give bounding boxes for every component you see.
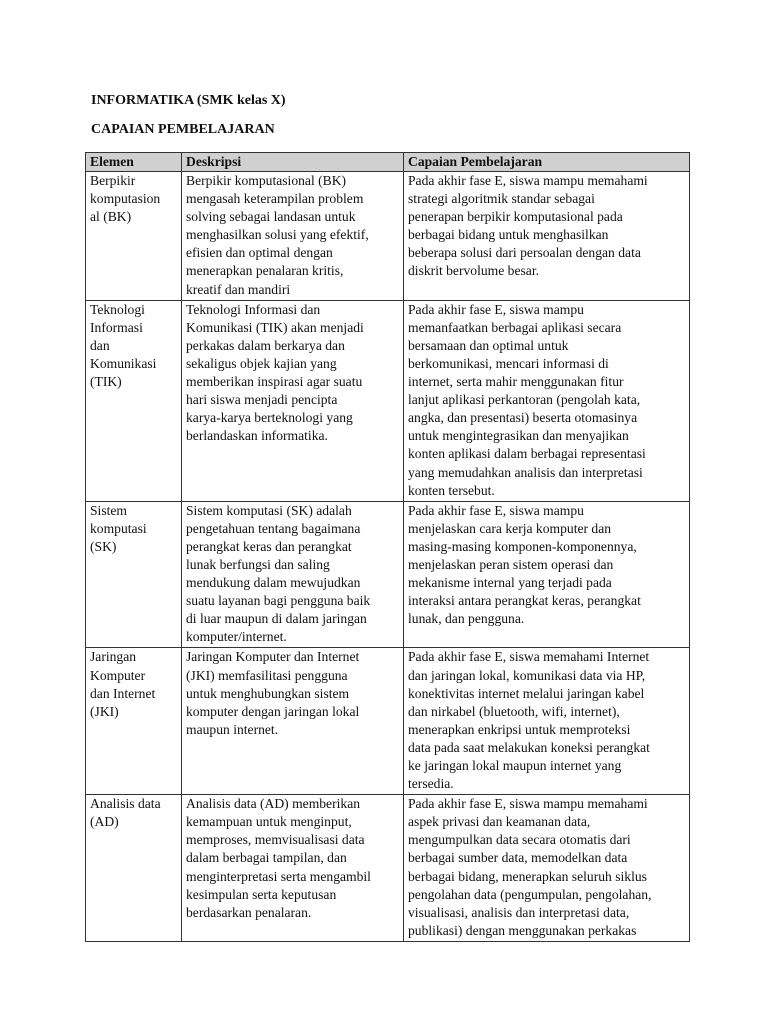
cell-line: memproses, memvisualisasi data	[186, 832, 365, 848]
cell-line: Teknologi Informasi dan	[186, 301, 321, 317]
cell-line: memanfaatkan berbagai aplikasi secara	[408, 319, 622, 335]
cell-line: maupun internet.	[186, 721, 279, 737]
cell-line: perkakas dalam berkarya dan	[186, 337, 345, 353]
cell-line: Sistem	[90, 502, 128, 518]
cell-line: kreatif dan mandiri	[186, 281, 291, 297]
cell-line: beberapa solusi dari persoalan dengan data	[408, 245, 641, 261]
cell-deskripsi	[182, 648, 404, 795]
cell-line: ke jaringan lokal maupun internet yang	[408, 758, 622, 773]
cell-capaian	[404, 172, 690, 301]
cell-line: Pada akhir fase E, siswa mampu	[408, 502, 584, 518]
cell-line: yang memudahkan analisis dan interpretasi	[408, 464, 643, 480]
cell-line: berbagai sumber data, memodelkan data	[408, 850, 628, 866]
table-row	[86, 795, 690, 942]
cell-line: (JKI)	[90, 703, 119, 719]
cell-line: untuk menghubungkan sistem	[186, 685, 350, 701]
cell-capaian	[404, 795, 690, 942]
header-elemen: Elemen	[86, 153, 182, 172]
cell-line: berkomunikasi, mencari informasi di	[408, 355, 609, 371]
cell-line: menginterpretasi serta mengambil	[186, 868, 371, 884]
cell-line: Berpikir komputasional (BK)	[186, 173, 347, 188]
cell-line: menerapkan penalaran kritis,	[186, 263, 344, 279]
cell-line: data pada saat melakukan koneksi perangkat	[408, 739, 650, 755]
cell-line: berlandaskan informatika.	[186, 428, 328, 444]
cell-line: di luar maupun di dalam jaringan	[186, 611, 367, 627]
header-capaian: Capaian Pembelajaran	[404, 153, 690, 172]
cell-line: tersedia.	[408, 776, 454, 792]
cell-line: pengolahan data (pengumpulan, pengolahan,	[408, 886, 652, 902]
cell-line: Analisis data	[90, 796, 161, 812]
cell-line: perangkat keras dan perangkat	[186, 538, 352, 554]
cell-line: lunak berfungsi dan saling	[186, 556, 330, 572]
cell-line: Komputer	[90, 667, 146, 683]
cell-line: dan	[90, 337, 110, 353]
cell-line: Komunikasi	[90, 355, 157, 371]
cell-line: dan nirkabel (bluetooth, wifi, internet),	[408, 703, 620, 719]
cell-line: mendukung dalam mewujudkan	[186, 575, 361, 591]
cell-line: (SK)	[90, 538, 117, 554]
header-deskripsi: Deskripsi	[182, 153, 404, 172]
cell-line: suatu layanan bagi pengguna baik	[186, 593, 371, 609]
cell-line: kemampuan untuk menginput,	[186, 814, 352, 830]
cell-line: (TIK)	[90, 374, 122, 390]
cell-line: Jaringan Komputer dan Internet	[186, 649, 360, 665]
cell-line: interaksi antara perangkat keras, perangkat	[408, 593, 641, 609]
cell-deskripsi	[182, 300, 404, 501]
table-row	[86, 648, 690, 795]
cell-line: publikasi) dengan menggunakan perkakas	[408, 922, 637, 938]
table-row	[86, 501, 690, 648]
cell-line: mengumpulkan data secara otomatis dari	[408, 832, 631, 848]
cell-line: strategi algoritmik standar sebagai	[408, 191, 595, 207]
cell-capaian	[404, 501, 690, 648]
cell-line: Pada akhir fase E, siswa mampu memahami	[408, 173, 648, 188]
cell-line: mengasah keterampilan problem	[186, 191, 364, 207]
cell-line: mekanisme internal yang terjadi pada	[408, 575, 612, 591]
cell-line: bersamaan dan optimal untuk	[408, 337, 569, 353]
cell-line: menghasilkan solusi yang efektif,	[186, 227, 369, 243]
cell-line: internet, serta mahir menggunakan fitur	[408, 374, 624, 390]
cell-line: dan Internet	[90, 685, 156, 701]
cell-line: menjelaskan peran sistem operasi dan	[408, 556, 614, 572]
cell-line: Pada akhir fase E, siswa memahami Internet	[408, 649, 650, 665]
cell-line: berbagai bidang, menerapkan seluruh siklus	[408, 868, 647, 884]
cell-line: Informasi	[90, 319, 143, 335]
cell-line: pengetahuan tentang bagaimana	[186, 520, 361, 536]
cell-elemen	[86, 501, 182, 648]
cell-line: komputer/internet.	[186, 629, 287, 645]
cell-line: diskrit bervolume besar.	[408, 263, 539, 279]
cell-line: masing-masing komponen-komponennya,	[408, 538, 637, 554]
cell-line: memberikan inspirasi agar suatu	[186, 374, 363, 390]
section-title: CAPAIAN PEMBELAJARAN	[91, 122, 275, 137]
cell-capaian	[404, 300, 690, 501]
cell-line: Pada akhir fase E, siswa mampu	[408, 301, 584, 317]
table-row	[86, 300, 690, 501]
cell-line: komputasi	[90, 520, 147, 536]
cell-line: (JKI) memfasilitasi pengguna	[186, 667, 348, 683]
cell-capaian	[404, 648, 690, 795]
cell-line: Sistem komputasi (SK) adalah	[186, 502, 352, 518]
table-header-row	[86, 153, 690, 172]
cell-line: Analisis data (AD) memberikan	[186, 796, 361, 812]
cell-line: berbagai bidang untuk menghasilkan	[408, 227, 609, 243]
cell-line: menjelaskan cara kerja komputer dan	[408, 520, 612, 536]
cell-line: komputasion	[90, 191, 161, 207]
cell-line: lanjut aplikasi perkantoran (pengolah kata,	[408, 392, 641, 408]
cell-elemen	[86, 172, 182, 301]
cell-elemen	[86, 795, 182, 942]
cell-line: kesimpulan serta keputusan	[186, 886, 337, 902]
cell-line: Jaringan	[90, 649, 137, 665]
cell-line: konektivitas internet melalui jaringan kabel	[408, 685, 645, 701]
cell-deskripsi	[182, 501, 404, 648]
cell-line: Pada akhir fase E, siswa mampu memahami	[408, 796, 648, 812]
cell-line: efisien dan optimal dengan	[186, 245, 333, 261]
cell-line: komputer dengan jaringan lokal	[186, 703, 360, 719]
cell-line: al (BK)	[90, 209, 132, 225]
cell-line: konten aplikasi dalam berbagai representasi	[408, 446, 646, 462]
cell-elemen	[86, 300, 182, 501]
cell-line: Teknologi	[90, 301, 145, 317]
cell-elemen	[86, 648, 182, 795]
cell-line: untuk mengintegrasikan dan menyajikan	[408, 428, 629, 444]
cell-line: solving sebagai landasan untuk	[186, 209, 356, 225]
cell-line: berdasarkan penalaran.	[186, 904, 312, 920]
cell-deskripsi	[182, 172, 404, 301]
cell-line: hari siswa menjadi pencipta	[186, 392, 338, 408]
cell-line: dalam berbagai tampilan, dan	[186, 850, 347, 866]
cell-line: (AD)	[90, 814, 119, 830]
cell-line: Komunikasi (TIK) akan menjadi	[186, 319, 364, 335]
table-row	[86, 172, 690, 301]
cell-line: karya-karya berteknologi yang	[186, 410, 353, 426]
cell-line: menerapkan enkripsi untuk memproteksi	[408, 721, 631, 737]
cell-line: dan jaringan lokal, komunikasi data via HP,	[408, 667, 646, 683]
cell-line: penerapan berpikir komputasional pada	[408, 209, 623, 225]
cell-line: angka, dan presentasi) beserta otomasinya	[408, 410, 638, 426]
cell-deskripsi	[182, 795, 404, 942]
document-title: INFORMATIKA (SMK kelas X)	[91, 93, 286, 108]
cell-line: aspek privasi dan keamanan data,	[408, 814, 591, 830]
cell-line: lunak, dan pengguna.	[408, 611, 525, 627]
capaian-table	[85, 152, 690, 942]
cell-line: visualisasi, analisis dan interpretasi data,	[408, 904, 630, 920]
cell-line: sekaligus objek kajian yang	[186, 355, 337, 371]
cell-line: Berpikir	[90, 173, 136, 188]
cell-line: konten tersebut.	[408, 482, 495, 498]
